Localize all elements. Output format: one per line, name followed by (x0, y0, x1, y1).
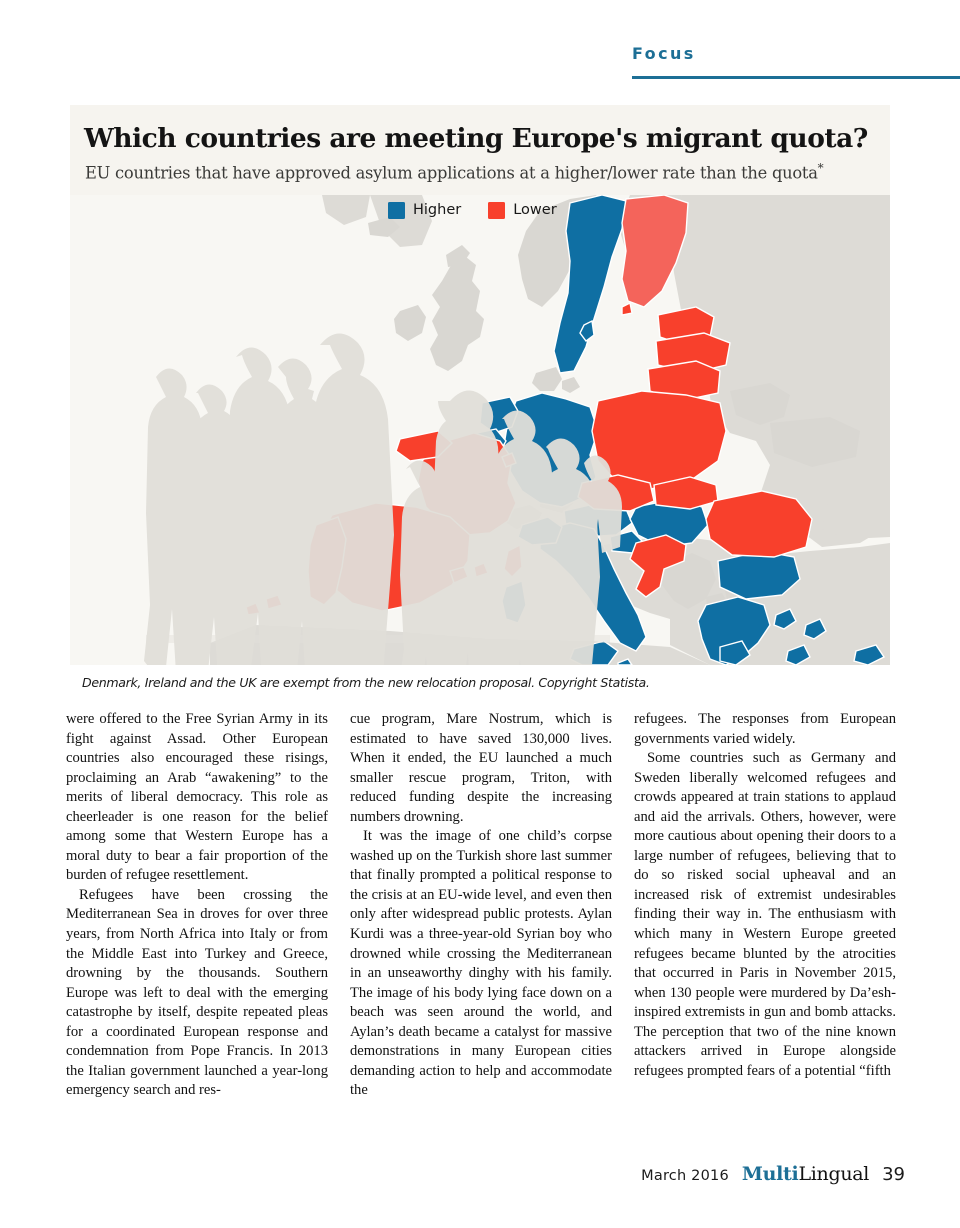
running-head (632, 46, 890, 62)
paragraph: refugees. The responses from European governments varied widely. (634, 711, 896, 747)
legend-swatch-lower-icon (488, 202, 505, 219)
running-head-label: Focus (632, 44, 696, 63)
body-column-3 (634, 710, 896, 1140)
running-head-rule (632, 76, 960, 79)
legend-swatch-higher-icon (388, 202, 405, 219)
logo-part-lingual: Lingual (798, 1163, 870, 1185)
issue-date: March 2016 (641, 1168, 729, 1184)
legend-label-lower: Lower (513, 202, 557, 219)
infographic-subtitle (85, 161, 890, 182)
magazine-logo (742, 1163, 869, 1185)
map-legend (388, 202, 557, 219)
legend-item-higher (388, 202, 461, 219)
page-number: 39 (882, 1164, 905, 1185)
paragraph: were offered to the Free Syrian Army in its fight against Assad. Other European countries also encouraged these risings, proclaiming an Arab “awakening” to the merits of liberal democracy. This role as cheerleader is one reason for the belief among some that Western Europe has a moral duty to bear a fair proportion of the burden of refugee resettlement. (66, 711, 328, 884)
legend-label-higher: Higher (413, 202, 462, 219)
logo-part-multi: Multi (741, 1163, 799, 1185)
body-column-1 (66, 710, 328, 1140)
country-romania (706, 491, 812, 557)
paragraph: cue program, Mare Nostrum, which is estimated to have saved 130,000 lives. When it ended, the EU launched a much smaller rescue program, Triton, with reduced funding despite the increasing numbers drowning. (350, 711, 612, 825)
page-footer (600, 1163, 905, 1185)
body-column-2 (350, 710, 612, 1140)
infographic-title: Which countries are meeting Europe's migrant quota? (84, 123, 868, 154)
europe-choropleth-map (70, 195, 890, 665)
paragraph: Refugees have been crossing the Mediterranean Sea in droves for over three years, from North Africa into Italy or from the Middle East into Turkey and Greece, drowning by the thousands. Southern Europe was left to deal with the emerging catastrophe by itself, despite repeated pleas for a coordinated European response and condemnation from Pope Francis. In 2013 the Italian government launched a year-long emergency search and res- (66, 886, 328, 1099)
infographic-panel (70, 105, 890, 665)
footnote-marker: * (817, 161, 824, 175)
figure-caption: Denmark, Ireland and the UK are exempt from the new relocation proposal. Copyright Statista. (82, 675, 650, 690)
paragraph: It was the image of one child’s corpse washed up on the Turkish shore last summer that finally prompted a political response to the crisis at an EU-wide level, and even then only after widespread public protests. Aylan Kurdi was a three-year-old Syrian boy who drowned while crossing the Mediterranean in an unseaworthy dinghy with his family. The image of his body lying face down on a beach was seen around the world, and Aylan’s death became a catalyst for massive demonstrations in many European cities demanding action to help and accommodate the (350, 828, 612, 1099)
infographic-subtitle-text: EU countries that have approved asylum applications at a higher/lower rate than the quota (85, 163, 818, 183)
legend-item-lower (488, 202, 556, 219)
map-svg (70, 195, 890, 665)
paragraph: Some countries such as Germany and Sweden liberally welcomed refugees and crowds appeared at train stations to applaud and aid the arrivals. Others, however, were more cautious about opening their doors to a large number of refugees, believing that to do so risked social upheaval and an increased risk of extremist undesirables finding their way in. The enthusiasm with which many in Western Europe greeted refugees became blunted by the atrocities that occurred in Paris in November 2015, when 130 people were murdered by Da’esh-inspired extremists in gun and bomb attacks. The perception that two of the nine known attackers arrived in Europe alongside refugees prompted fears of a potential “fifth (634, 750, 896, 1079)
article-body (66, 710, 896, 1140)
